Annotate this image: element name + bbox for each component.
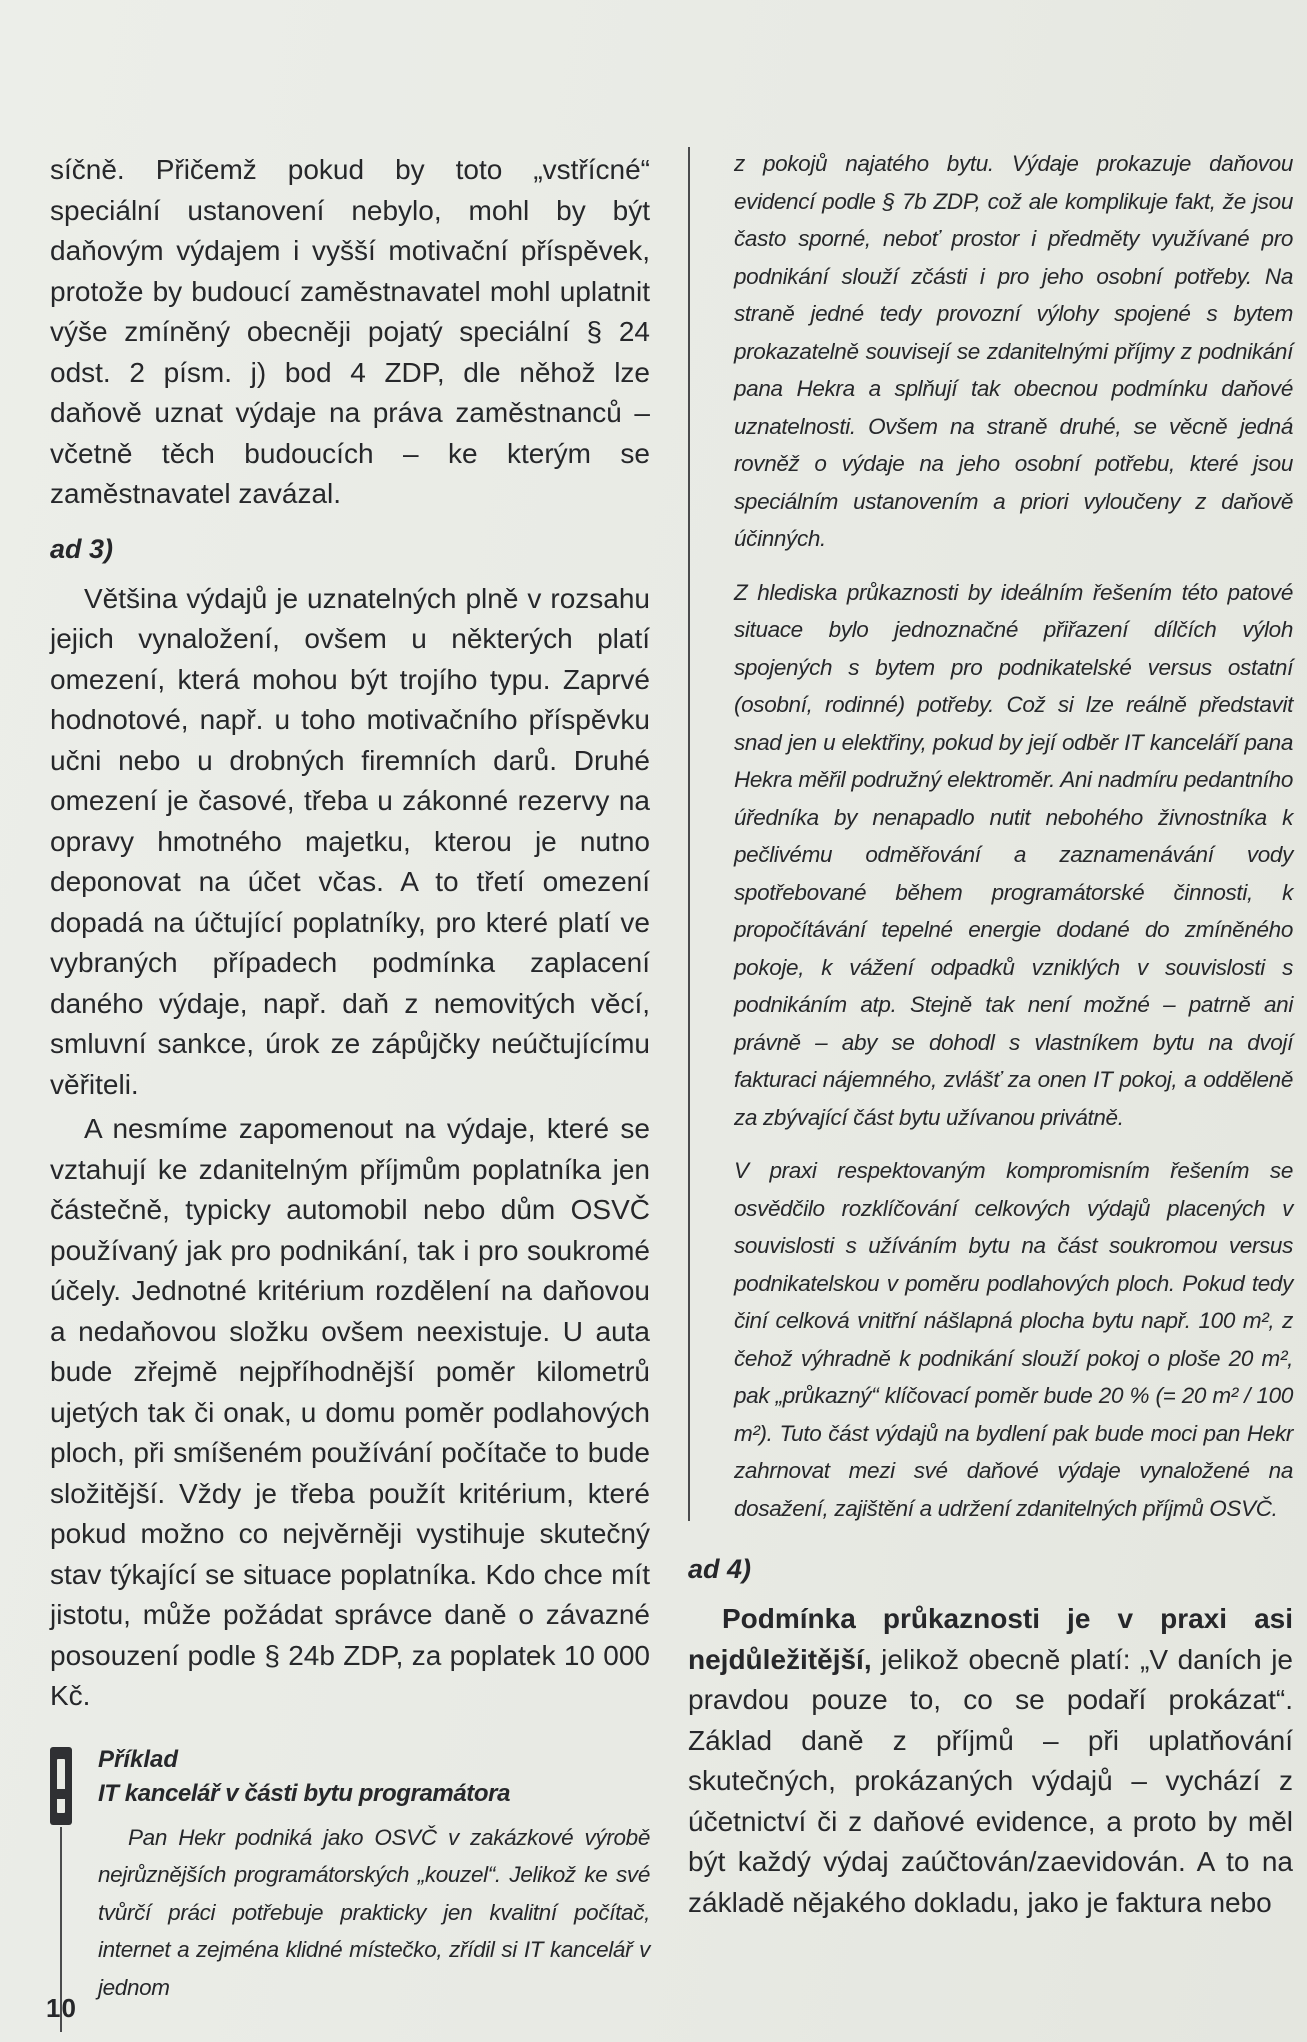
right-column	[688, 145, 1293, 1923]
example-paragraph: z pokojů najatého bytu. Výdaje prokazuje daňovou evidencí podle § 7b ZDP, což ale komplikuje fakt, že jsou často sporné, neboť prostor i předměty využívané pro podnikání slouží zčásti i pro jeho osobní potřeby. Na straně jedné tedy provozní výlohy spojené s bytem prokazatelně souvisejí se zdanitelnými příjmy z podnikání pana Hekra a splňují tak obecnou podmínku daňové uznatelnosti. Ovšem na straně druhé, se věcně jedná rovněž o výdaje na jeho osobní potřebu, které jsou speciálním ustanovením a priori vyloučeny z daňově účinných.	[734, 151, 1293, 551]
example-paragraph: Z hlediska průkaznosti by ideálním řešením této patové situace bylo jednoznačné přiřazení dílčích výloh spojených s bytem pro podnikatelské versus ostatní (osobní, rodinné) potřeby. Což si lze reálně představit snad jen u elektřiny, pokud by její odběr IT kanceláří pana Hekra měřil podružný elektroměr. Ani nadmíru pedantního úředníka by nenapadlo nutit nebohého živnostníka k pečlivému odměřování a zaznamenávání vody spotřebované během programátorské činnosti, k propočítávání tepelné energie dodané do zmíněného pokoje, k vážení odpadků vzniklých v souvislosti s podnikáním atp. Stejně tak není možné – patrně ani právně – aby se dohodl s vlastníkem bytu na dvojí fakturaci nájemného, zvlášť za onen IT pokoj, a odděleně za zbývající část bytu užívanou privátně.	[734, 579, 1293, 1130]
example-title: IT kancelář v části bytu programátora	[98, 1779, 511, 1807]
example-label: Příklad	[98, 1745, 179, 1773]
bold-lead: Podmínka průkaznosti je v praxi asi nejdůležitější,	[688, 1603, 1293, 1675]
paragraph-limits: Většina výdajů je uznatelných plně v rozsahu jejich vynaložení, ovšem u některých platí omezení, která mohou být trojího typu. Zaprvé hodnotové, např. u toho motivačního příspěvku učni nebo u drobných firemních darů. Druhé omezení je časové, třeba u zákonné rezervy na opravy hmotného majetku, kterou je nutno deponovat na účet včas. A to třetí omezení dopadá na účtující poplatníky, pro které platí ve vybraných případech podmínka zaplacení daného výdaje, např. daň z nemovitých věcí, smluvní sankce, úrok ze zápůjčky neúčtujícímu věřiteli.	[50, 582, 650, 1100]
paragraph-evidence-text: jelikož obecně platí: „V daních je pravdou pouze to, co se podaří prokázat“. Základ daně z příjmů – při uplatňování skutečných, prokázaných výdajů – vychází z účetnictví či z daňové evidence, a proto by měl být každý výdaj zaúčtován/zaevidován. A to na základě nějakého dokladu, jako je faktura nebo	[688, 1643, 1293, 1918]
exclamation-icon	[50, 1747, 72, 1825]
section-heading-ad4: ad 4)	[688, 1554, 752, 1584]
section-heading-ad3: ad 3)	[50, 533, 114, 564]
example-paragraph: V praxi respektovaným kompromisním řešením se osvědčilo rozklíčování celkových výdajů placených v souvislosti s užíváním bytu na část soukromou versus podnikatelskou v poměru podlahových ploch. Pokud tedy činí celková vnitřní nášlapná plocha bytu např. 100 m², z čehož výhradně k podnikání slouží pokoj o ploše 20 m², pak „průkazný“ klíčovací poměr bude 20 % (= 20 m² / 100 m²). Tuto část výdajů na bydlení pak bude moci pan Hekr zahrnovat mezi své daňové výdaje vynaložené na dosažení, zajištění a udržení zdanitelných příjmů OSVČ.	[734, 1158, 1293, 1521]
left-column	[50, 150, 650, 2006]
paragraph-evidence	[688, 1599, 1293, 1923]
example-paragraph: Pan Hekr podniká jako OSVČ v zakázkové výrobě nejrůznějších programátorských „kouzel“. Jelikož ke své tvůrčí práci potřebuje prakticky jen kvalitní počítač, internet a zejména klidné místečko, zřídil si IT kancelář v jednom	[98, 1824, 650, 2000]
page-number: 10	[46, 1993, 77, 2023]
example-rule	[688, 147, 690, 1521]
example-continuation	[688, 145, 1293, 1527]
example-body	[50, 1819, 650, 2007]
paragraph-continuation: síčně. Přičemž pokud by toto „vstřícné“ speciální ustanovení nebylo, mohl by být daňovým výdajem i vyšší motivační příspěvek, protože by budoucí zaměstnavatel mohl uplatnit výše zmíněný obecněji pojatý speciální § 24 odst. 2 písm. j) bod 4 ZDP, dle něhož lze daňově uznat výdaje na práva zaměstnanců – včetně těch budoucích – ke kterým se zaměstnavatel zavázal.	[50, 154, 650, 509]
paragraph-partial-expenses: A nesmíme zapomenout na výdaje, které se vztahují ke zdanitelným příjmům poplatníka jen částečně, typicky automobil nebo dům OSVČ používaný jak pro podnikání, tak i pro soukromé účely. Jednotné kritérium rozdělení na daňovou a nedaňovou složku ovšem neexistuje. U auta bude zřejmě nejpříhodnější poměr kilometrů ujetých tak či onak, u domu poměr podlahových ploch, při smíšeném používání počítače to bude složitější. Vždy je třeba použít kritérium, které pokud možno co nejvěrněji vystihuje skutečný stav týkající se situace poplatníka. Kdo chce mít jistotu, může požádat správce daně o závazné posouzení podle § 24b ZDP, za poplatek 10 000 Kč.	[50, 1113, 650, 1711]
example-box	[50, 1743, 650, 2007]
